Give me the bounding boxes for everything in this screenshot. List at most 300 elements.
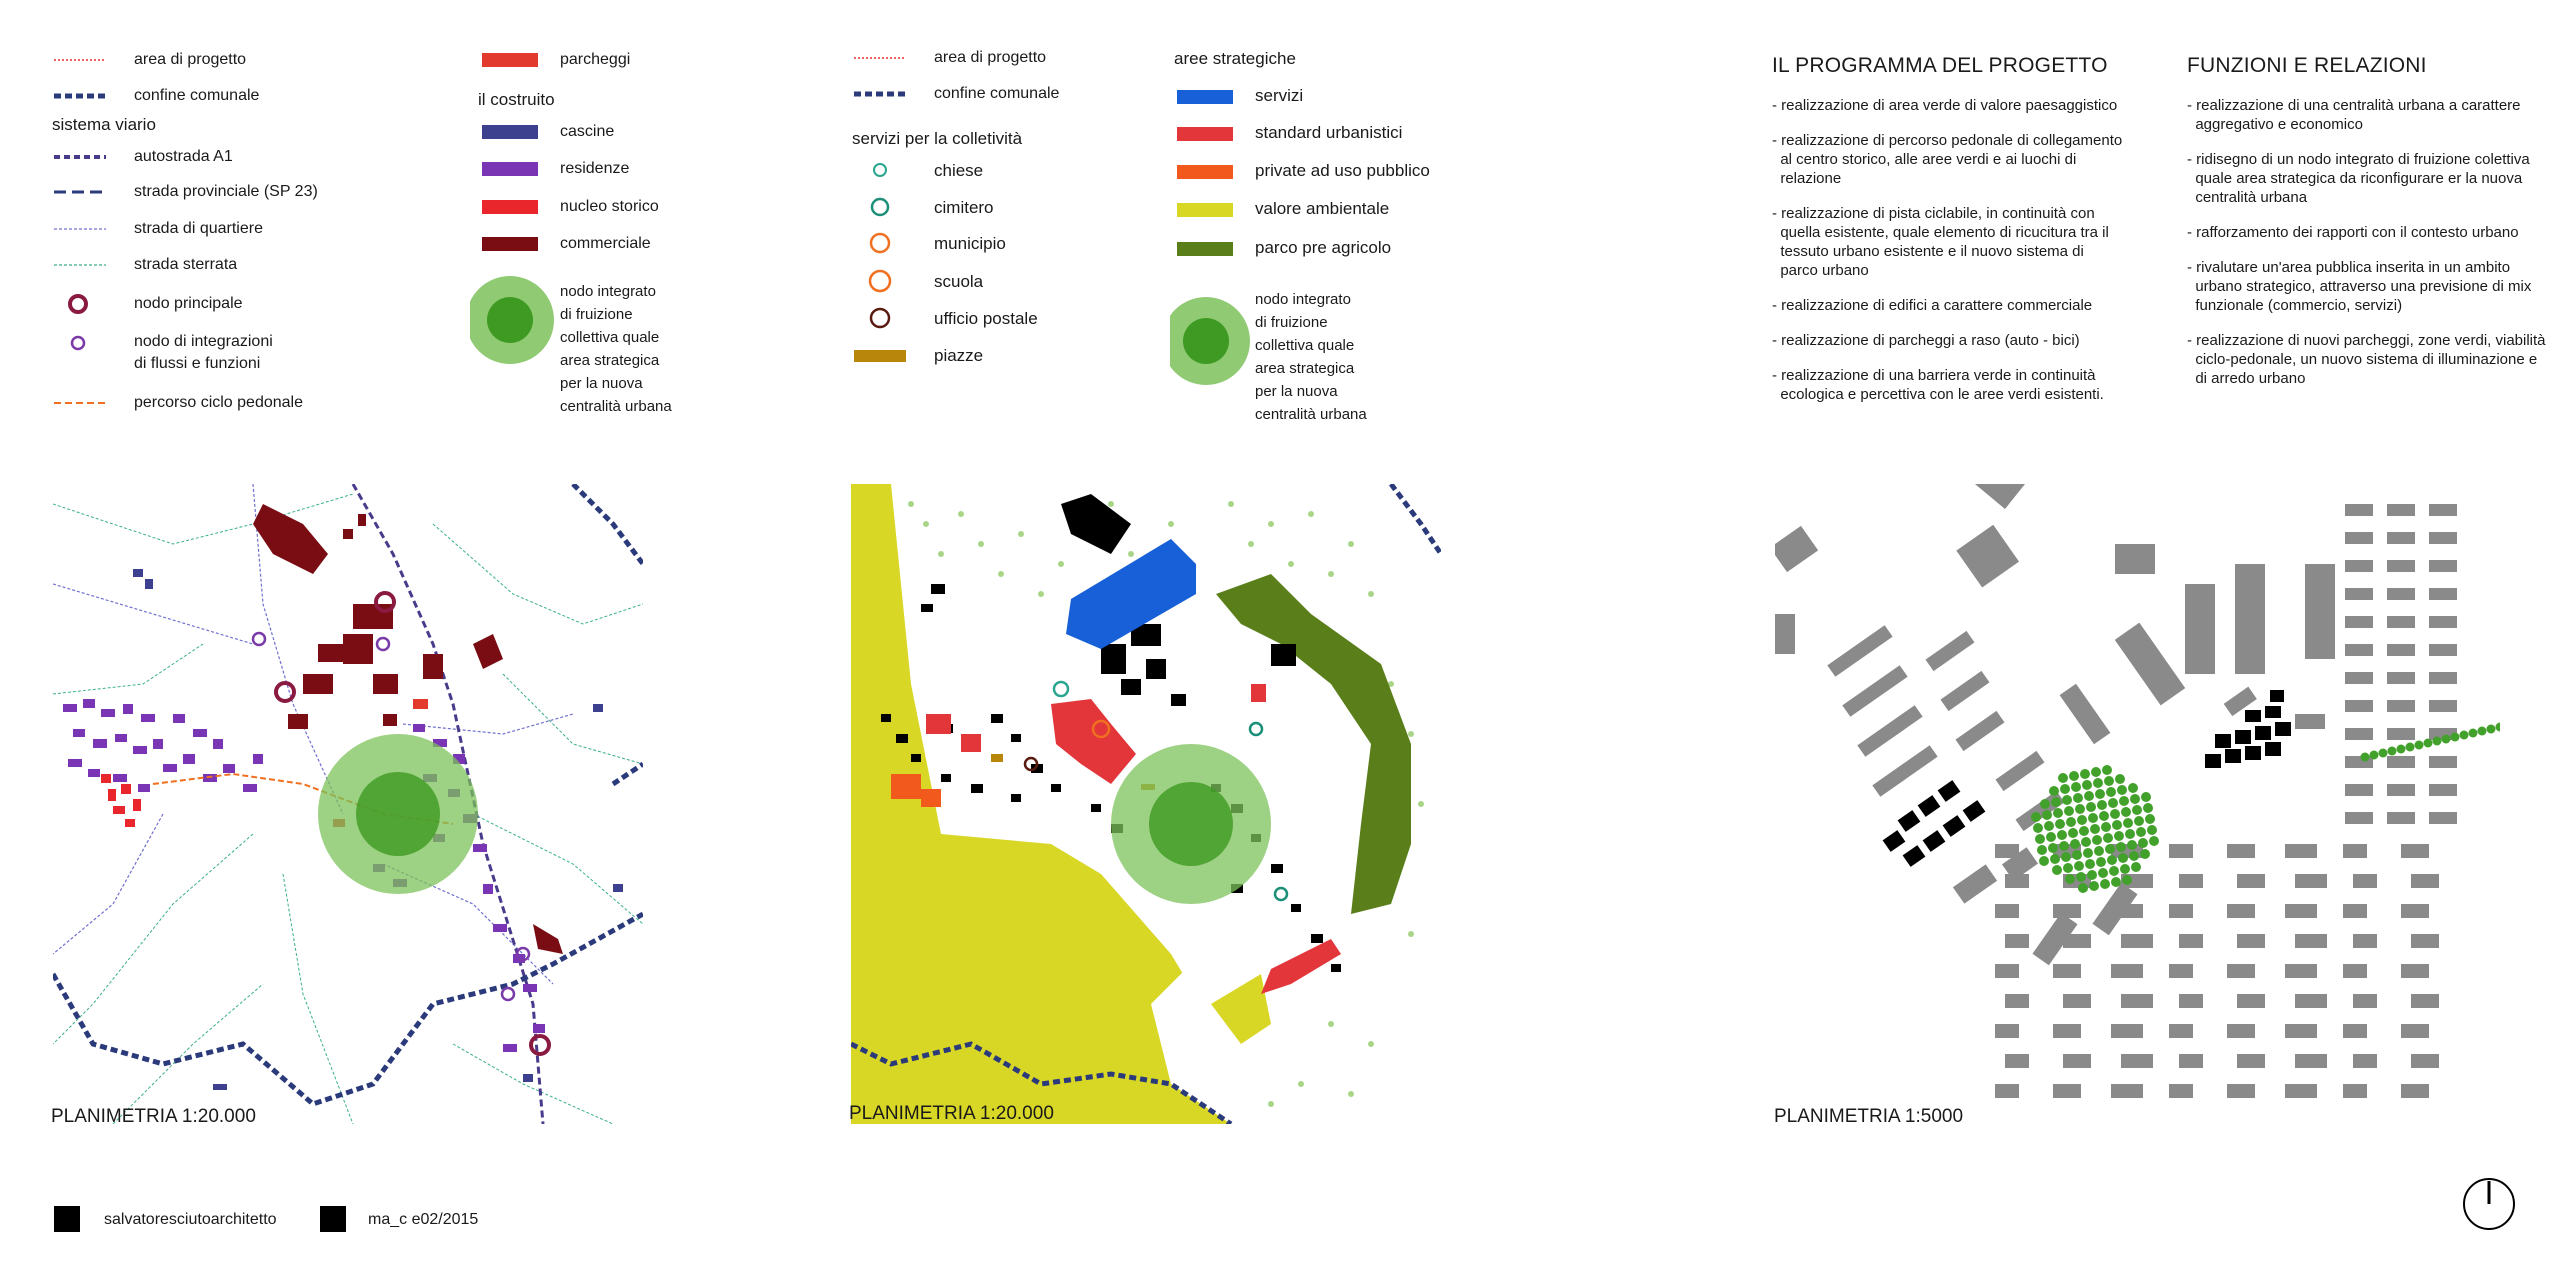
- existing-building: [2053, 1024, 2081, 1038]
- nodo-integrazioni-icon: [72, 337, 84, 349]
- existing-building: [2121, 934, 2153, 948]
- map-aree-strategiche: [851, 484, 1441, 1124]
- tree: [2085, 859, 2095, 869]
- tree: [2110, 809, 2120, 819]
- existing-building: [2285, 964, 2317, 978]
- nodo-principale-marker: [276, 683, 294, 701]
- existing-building: [2387, 812, 2415, 824]
- tree: [2105, 844, 2115, 854]
- tree: [2035, 834, 2045, 844]
- legend2-servizi-label: servizi: [1255, 86, 1304, 105]
- existing-building: [2429, 784, 2457, 796]
- tree: [2117, 785, 2127, 795]
- existing-building: [2111, 964, 2143, 978]
- tree: [2108, 798, 2118, 808]
- tree: [2037, 845, 2047, 855]
- existing-building: [2005, 1054, 2029, 1068]
- legend1-nucleo-storico-label: nucleo storico: [560, 198, 659, 215]
- existing-building: [2353, 1054, 2377, 1068]
- programma-item: - realizzazione di area verde di valore paesaggistico: [1772, 97, 2118, 114]
- tree: [2112, 820, 2122, 830]
- existing-building: [2295, 934, 2327, 948]
- tree: [2451, 733, 2460, 742]
- existing-building: [2401, 1084, 2429, 1098]
- existing-building: [2387, 588, 2415, 600]
- existing-building: [2179, 1054, 2203, 1068]
- existing-building: [2169, 1024, 2193, 1038]
- legend1-parcheggi-label: parcheggi: [560, 51, 631, 68]
- programma-item: - realizzazione di edifici a carattere commerciale: [1772, 297, 2093, 314]
- existing-building: [2387, 700, 2415, 712]
- existing-building: [2345, 588, 2373, 600]
- existing-building: [2179, 934, 2203, 948]
- legend2-piazze-label: piazze: [934, 346, 984, 365]
- tree: [2143, 803, 2153, 813]
- existing-building: [1995, 1024, 2019, 1038]
- cascine-swatch: [482, 125, 538, 139]
- existing-building: [2387, 504, 2415, 516]
- tree: [2130, 794, 2140, 804]
- tree: [2060, 784, 2070, 794]
- tree: [2062, 795, 2072, 805]
- tree: [2049, 786, 2059, 796]
- existing-building: [2285, 904, 2317, 918]
- tree: [2370, 751, 2379, 760]
- tree: [2068, 828, 2078, 838]
- tree: [2082, 780, 2092, 790]
- tree: [2051, 797, 2061, 807]
- existing-building: [2345, 644, 2373, 656]
- author-square-icon: [54, 1206, 80, 1232]
- tree: [2061, 852, 2071, 862]
- confine-path-1: [573, 484, 643, 564]
- existing-building: [2401, 964, 2429, 978]
- programma-item: - realizzazione di parcheggi a raso (auto - bici): [1772, 332, 2080, 349]
- code-square-icon: [320, 1206, 346, 1232]
- parcheggi-swatch: [482, 53, 538, 67]
- tree: [2388, 747, 2397, 756]
- legend2-valore-label: valore ambientale: [1255, 199, 1390, 218]
- existing-building: [2237, 934, 2265, 948]
- tree: [2031, 812, 2041, 822]
- existing-building: [2429, 504, 2457, 516]
- tree: [2134, 816, 2144, 826]
- existing-building: [2053, 904, 2081, 918]
- tree: [2424, 739, 2433, 748]
- author-label: salvatoresciutoarchitetto: [104, 1211, 277, 1228]
- ufficio-postale-icon: [871, 309, 889, 327]
- tree: [2109, 866, 2119, 876]
- existing-building: [2429, 672, 2457, 684]
- tree: [2057, 830, 2067, 840]
- existing-building: [2295, 994, 2327, 1008]
- tree: [2136, 827, 2146, 837]
- existing-building: [2121, 1054, 2153, 1068]
- existing-building: [2345, 784, 2373, 796]
- existing-building: [2237, 874, 2265, 888]
- tree: [2123, 818, 2133, 828]
- tree: [2072, 850, 2082, 860]
- existing-building: [2285, 844, 2317, 858]
- existing-building: [1995, 844, 2019, 858]
- existing-building: [2345, 672, 2373, 684]
- tree: [2106, 787, 2116, 797]
- tree: [2127, 840, 2137, 850]
- cimitero-icon: [872, 199, 888, 215]
- nodo-principale-marker: [531, 1036, 549, 1054]
- tree: [2089, 881, 2099, 891]
- existing-building: [2387, 560, 2415, 572]
- nucleo-storico-swatch: [482, 200, 538, 214]
- chiese-icon: [874, 164, 886, 176]
- tree: [2052, 865, 2062, 875]
- existing-building: [2227, 1084, 2255, 1098]
- funzioni-section: [2187, 54, 2557, 404]
- legend1-nodo-principale-label: nodo principale: [134, 295, 243, 312]
- legend2-chiese-label: chiese: [934, 161, 984, 180]
- tree: [2063, 863, 2073, 873]
- servizi-swatch: [1177, 90, 1233, 104]
- tree: [2487, 725, 2496, 734]
- tree: [2121, 807, 2131, 817]
- tree: [2460, 731, 2469, 740]
- tree: [2077, 815, 2087, 825]
- tree: [2095, 789, 2105, 799]
- existing-building: [2345, 700, 2373, 712]
- tree: [2104, 776, 2114, 786]
- existing-building: [2343, 844, 2367, 858]
- legend2-cimitero-label: cimitero: [934, 198, 994, 217]
- existing-building: [2169, 904, 2193, 918]
- existing-building: [2345, 560, 2373, 572]
- existing-building: [2285, 1024, 2317, 1038]
- tree: [2101, 822, 2111, 832]
- legend1-cascine-label: cascine: [560, 123, 615, 140]
- private-swatch: [1177, 165, 1233, 179]
- existing-building: [2429, 588, 2457, 600]
- tree: [2128, 783, 2138, 793]
- tree: [2415, 741, 2424, 750]
- legend1-residenze-label: residenze: [560, 160, 630, 177]
- municipio-icon: [871, 234, 889, 252]
- programma-title: IL PROGRAMMA DEL PROGETTO: [1772, 54, 2108, 77]
- existing-building: [2053, 964, 2081, 978]
- piazze-swatch: [854, 350, 906, 362]
- existing-building: [1995, 904, 2019, 918]
- funzioni-item: - realizzazione di nuovi parcheggi, zone verdi, viabilità ciclo-pedonale, un nuovo sistema di illuminazione e di arredo urbano: [2187, 332, 2546, 387]
- tree: [2140, 849, 2150, 859]
- standard-swatch: [1177, 127, 1233, 141]
- existing-building: [2053, 1084, 2081, 1098]
- north-arrow-icon: [2461, 1176, 2517, 1232]
- tree: [2044, 821, 2054, 831]
- tree: [2098, 868, 2108, 878]
- existing-building: [2063, 934, 2091, 948]
- map-planimetria-progetto: [1775, 484, 2500, 1124]
- existing-building: [2429, 616, 2457, 628]
- existing-building: [2179, 874, 2203, 888]
- existing-building: [2343, 964, 2367, 978]
- existing-building: [2343, 904, 2367, 918]
- existing-building: [2429, 532, 2457, 544]
- tree: [2073, 793, 2083, 803]
- tree: [2111, 877, 2121, 887]
- existing-building: [2179, 994, 2203, 1008]
- legend2-servizi-heading: servizi per la colletività: [852, 129, 1023, 148]
- cimitero-marker: [1250, 723, 1262, 735]
- tree: [2081, 837, 2091, 847]
- existing-building: [2227, 844, 2255, 858]
- tree: [2074, 861, 2084, 871]
- tree: [2094, 846, 2104, 856]
- tree: [2083, 848, 2093, 858]
- existing-building: [2353, 994, 2377, 1008]
- cimitero-marker: [1275, 888, 1287, 900]
- legend2-aree-strategiche-heading: aree strategiche: [1174, 49, 1296, 68]
- funzioni-title: FUNZIONI E RELAZIONI: [2187, 54, 2427, 77]
- existing-building: [2401, 1024, 2429, 1038]
- code-label: ma_c e02/2015: [368, 1211, 479, 1228]
- tree: [2033, 823, 2043, 833]
- tree: [2145, 814, 2155, 824]
- existing-building: [2429, 756, 2457, 768]
- tree: [2066, 817, 2076, 827]
- tree: [2100, 879, 2110, 889]
- tree: [2114, 831, 2124, 841]
- existing-building: [2345, 532, 2373, 544]
- tree: [2118, 853, 2128, 863]
- legend1-costruito-heading: il costruito: [478, 90, 555, 109]
- legend2-parco-label: parco pre agricolo: [1255, 238, 1392, 257]
- tree: [2059, 841, 2069, 851]
- commerciale-swatch: [482, 237, 538, 251]
- tree: [2120, 864, 2130, 874]
- existing-building: [2387, 672, 2415, 684]
- nodo-integrazioni-marker: [377, 638, 389, 650]
- existing-building: [2169, 844, 2193, 858]
- tree: [2091, 767, 2101, 777]
- tree: [2433, 737, 2442, 746]
- tree: [2064, 806, 2074, 816]
- existing-building: [2401, 904, 2429, 918]
- legend2-scuola-label: scuola: [934, 272, 984, 291]
- existing-building: [2285, 1084, 2317, 1098]
- valore-ambientale-swatch: [1177, 203, 1233, 217]
- existing-building: [2411, 934, 2439, 948]
- tree: [2075, 804, 2085, 814]
- tree: [2361, 753, 2370, 762]
- existing-building: [2227, 1024, 2255, 1038]
- existing-building: [2343, 1024, 2367, 1038]
- tree: [2379, 749, 2388, 758]
- legend1-provinciale-label: strada provinciale (SP 23): [134, 183, 318, 200]
- existing-building: [2387, 532, 2415, 544]
- existing-building: [2111, 1084, 2143, 1098]
- tree: [2040, 799, 2050, 809]
- existing-building: [2063, 994, 2091, 1008]
- existing-building: [2063, 1054, 2091, 1068]
- existing-building: [2343, 1084, 2367, 1098]
- tree: [2053, 808, 2063, 818]
- legend1-sistema-viario-heading: sistema viario: [52, 115, 156, 134]
- tree: [2097, 800, 2107, 810]
- tree: [2397, 745, 2406, 754]
- existing-building: [2121, 994, 2153, 1008]
- existing-building: [1995, 1084, 2019, 1098]
- legend1-area-progetto-label: area di progetto: [134, 51, 247, 68]
- map1-caption: PLANIMETRIA 1:20.000: [51, 1106, 256, 1127]
- existing-building: [2429, 812, 2457, 824]
- tree: [2096, 857, 2106, 867]
- tree: [2093, 778, 2103, 788]
- tree: [2070, 839, 2080, 849]
- existing-building: [2005, 934, 2029, 948]
- programma-item: - realizzazione di pista ciclabile, in continuità con quella esistente, quale elemento di ricucitura tra il tessuto urbano esistente e il nuovo sistema di parco urbano: [1772, 205, 2109, 279]
- parco-swatch: [1177, 242, 1233, 256]
- tree: [2442, 735, 2451, 744]
- existing-building: [2111, 1024, 2143, 1038]
- existing-building: [2295, 1054, 2327, 1068]
- existing-building: [2411, 874, 2439, 888]
- nodo-integrato-core-2: [1183, 318, 1229, 364]
- existing-building: [2411, 1054, 2439, 1068]
- existing-building: [2429, 700, 2457, 712]
- new-green-area-trees: [2031, 765, 2159, 893]
- existing-building: [2237, 1054, 2265, 1068]
- tree: [2076, 872, 2086, 882]
- existing-building: [2227, 904, 2255, 918]
- legend2-ufficio-postale-label: ufficio postale: [934, 309, 1038, 328]
- legend1-nodo-integrato-label: nodo integrato di fruizione collettiva quale area strategica per la nuova centralità urbana: [560, 283, 672, 415]
- existing-building: [2387, 728, 2415, 740]
- existing-building: [2169, 1084, 2193, 1098]
- legend-map1: [50, 45, 672, 425]
- tree: [2119, 796, 2129, 806]
- tree: [2122, 875, 2132, 885]
- standard-area: [1261, 939, 1341, 994]
- existing-building: [2295, 874, 2327, 888]
- tree: [2116, 842, 2126, 852]
- tree: [2129, 851, 2139, 861]
- tree: [2406, 743, 2415, 752]
- chiesa-marker: [1054, 682, 1068, 696]
- existing-building: [2387, 784, 2415, 796]
- tree: [2055, 819, 2065, 829]
- existing-building: [2227, 964, 2255, 978]
- residenze-swatch: [482, 162, 538, 176]
- nodo-integrato-core: [487, 297, 533, 343]
- tree: [2046, 832, 2056, 842]
- existing-building: [2345, 504, 2373, 516]
- legend1-percorso-label: percorso ciclo pedonale: [134, 394, 303, 411]
- scuola-icon: [870, 271, 890, 291]
- existing-building: [2429, 644, 2457, 656]
- nodo-principale-icon: [70, 296, 86, 312]
- tree: [2084, 791, 2094, 801]
- tree: [2065, 874, 2075, 884]
- legend2-standard-label: standard urbanistici: [1255, 123, 1403, 142]
- tree: [2087, 870, 2097, 880]
- tree: [2039, 856, 2049, 866]
- programma-item: - realizzazione di una barriera verde in continuità ecologica e percettiva con le aree verdi esistenti.: [1772, 367, 2104, 403]
- tree: [2080, 769, 2090, 779]
- tree: [2496, 723, 2501, 732]
- funzioni-item: - realizzazione di una centralità urbana a carattere aggregativo e economico: [2187, 97, 2521, 133]
- existing-building: [2005, 994, 2029, 1008]
- map2-caption: PLANIMETRIA 1:20.000: [849, 1103, 1054, 1124]
- tree: [2069, 771, 2079, 781]
- legend1-commerciale-label: commerciale: [560, 235, 651, 252]
- existing-building: [2345, 728, 2373, 740]
- tree: [2138, 838, 2148, 848]
- existing-building: [2169, 964, 2193, 978]
- legend2-nodo-integrato-label: nodo integrato di fruizione collettiva quale area strategica per la nuova centralità urbana: [1255, 291, 1367, 423]
- tree: [2107, 855, 2117, 865]
- tree: [2115, 774, 2125, 784]
- tree: [2147, 825, 2157, 835]
- tree: [2071, 782, 2081, 792]
- funzioni-item: - rivalutare un'area pubblica inserita in un ambito urbano strategico, attraverso una previsione di mix funzionale (commercio, servizi): [2187, 259, 2532, 314]
- tree: [2478, 727, 2487, 736]
- tree: [2469, 729, 2478, 738]
- existing-building: [2429, 560, 2457, 572]
- legend1-sterrata-label: strada sterrata: [134, 256, 238, 273]
- tree: [2102, 765, 2112, 775]
- existing-building: [2387, 616, 2415, 628]
- tree: [2086, 802, 2096, 812]
- nodo-integrato-core-map1: [356, 772, 440, 856]
- existing-building: [2411, 994, 2439, 1008]
- legend2-private-label: private ad uso pubblico: [1255, 161, 1430, 180]
- existing-building: [2345, 616, 2373, 628]
- tree: [2042, 810, 2052, 820]
- legend2-municipio-label: municipio: [934, 234, 1006, 253]
- legend-map2: [850, 45, 1550, 445]
- legend1-nodo-integrazioni-label: nodo di integrazioni di flussi e funzioni: [134, 333, 273, 372]
- legend1-autostrada-label: autostrada A1: [134, 148, 233, 165]
- existing-building: [2387, 644, 2415, 656]
- tree: [2090, 824, 2100, 834]
- existing-building: [2345, 812, 2373, 824]
- tree: [2141, 792, 2151, 802]
- existing-building: [2111, 904, 2143, 918]
- tree: [2050, 854, 2060, 864]
- tree: [2125, 829, 2135, 839]
- nodo-integrazioni-marker: [502, 988, 514, 1000]
- legend2-area-progetto-label: area di progetto: [934, 49, 1047, 66]
- existing-building: [2005, 874, 2029, 888]
- existing-building: [2353, 934, 2377, 948]
- tree: [2099, 811, 2109, 821]
- tree: [2103, 833, 2113, 843]
- legend1-quartiere-label: strada di quartiere: [134, 220, 263, 237]
- legend2-confine-label: confine comunale: [934, 85, 1060, 102]
- tree: [2132, 805, 2142, 815]
- programma-item: - realizzazione di percorso pedonale di collegamento al centro storico, alle aree verdi e ai luochi di relazione: [1772, 132, 2123, 187]
- map3-caption: PLANIMETRIA 1:5000: [1774, 1106, 1964, 1127]
- tree: [2079, 826, 2089, 836]
- existing-building: [2401, 844, 2429, 858]
- tree: [2058, 773, 2068, 783]
- nodo-integrato-core-map2: [1149, 782, 1233, 866]
- tree: [2092, 835, 2102, 845]
- existing-building: [2353, 874, 2377, 888]
- tree: [2149, 836, 2159, 846]
- existing-building: [2237, 994, 2265, 1008]
- tree: [2131, 862, 2141, 872]
- tree: [2088, 813, 2098, 823]
- tree: [2048, 843, 2058, 853]
